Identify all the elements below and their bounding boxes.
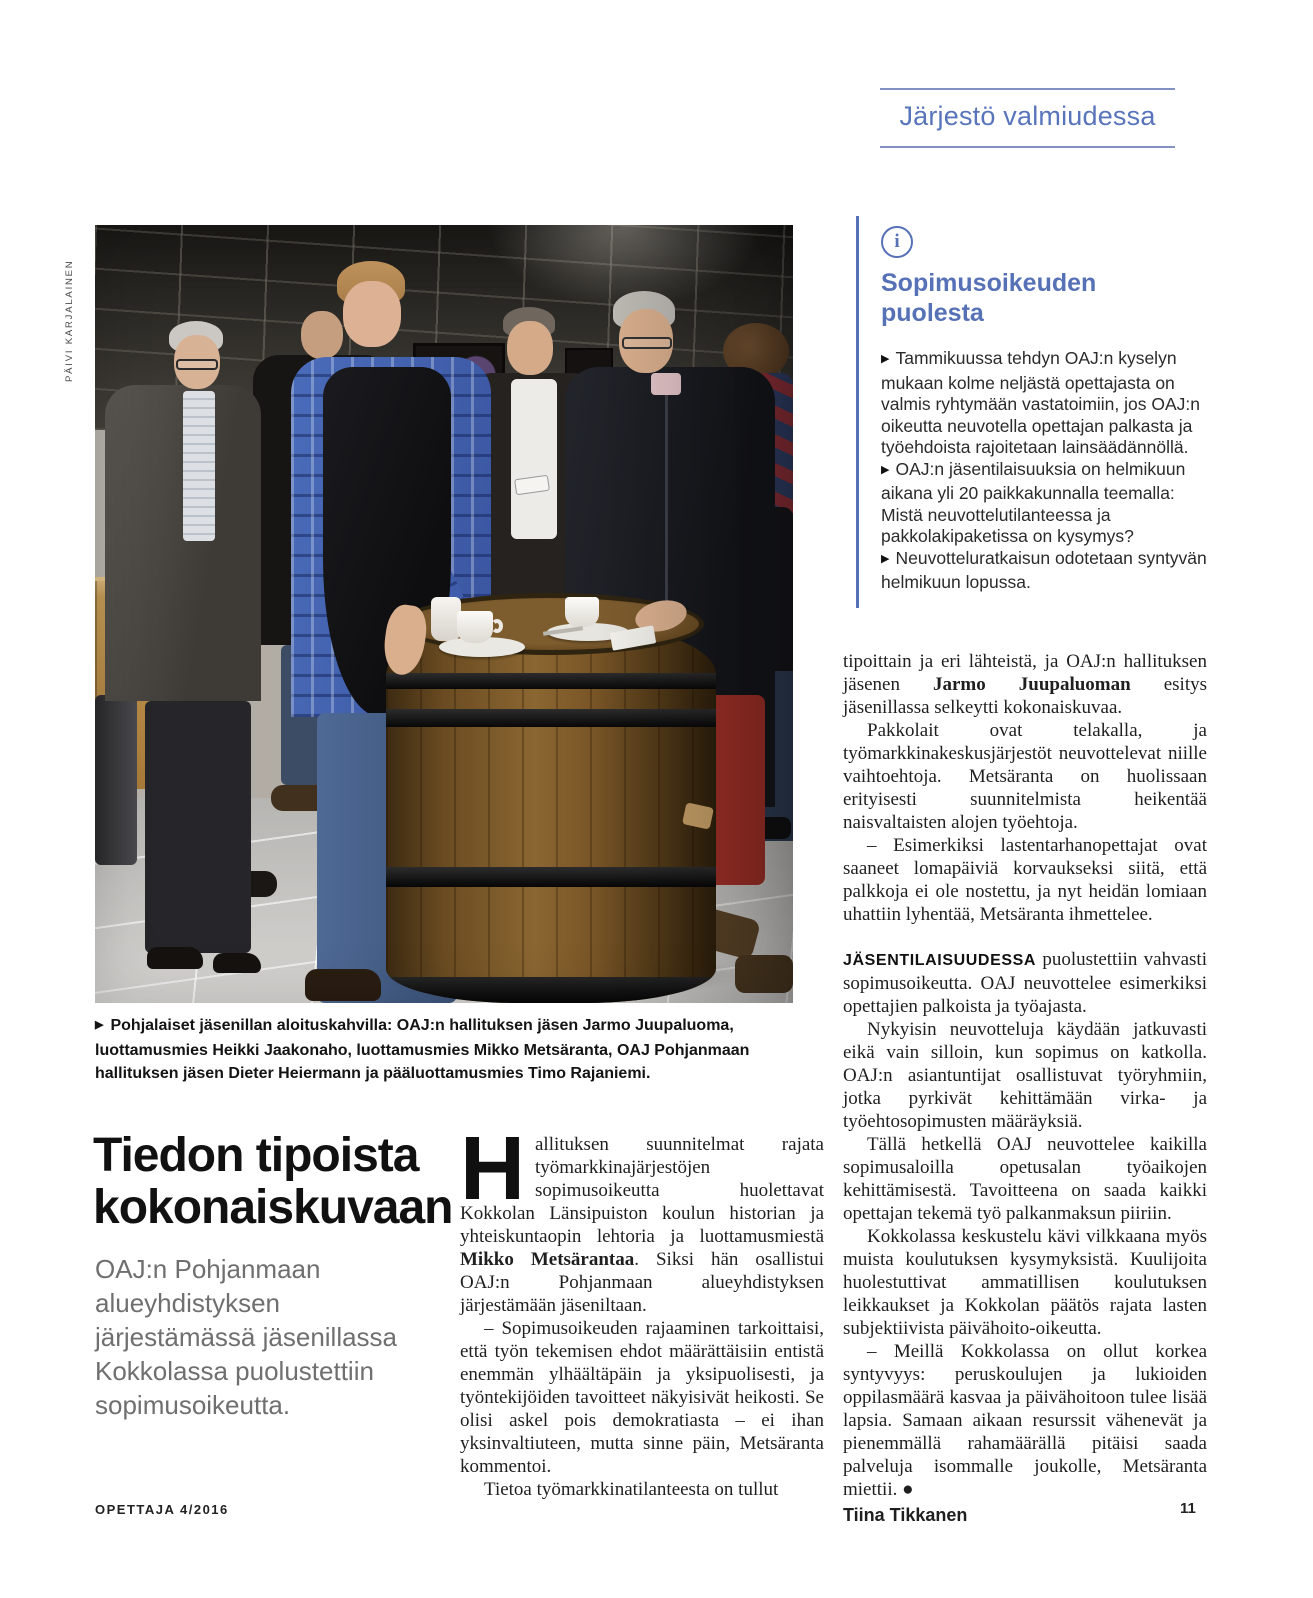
body-paragraph [843, 948, 1207, 1018]
article-title-line: kokonaiskuvaan [93, 1181, 453, 1234]
body-paragraph: Tällä hetkellä OAJ neuvottelee kaikilla sopimusaloilla opetusalan työaikojen kehittämisestä. Tavoitteena on saada kaikki opettajan tekemä työ palkanmaksun piiriin. [843, 1134, 1207, 1224]
info-box-title: Sopimusoikeuden puolesta [881, 269, 1097, 327]
person-glasses [622, 337, 672, 349]
bullet-triangle-icon: ▶ [95, 1019, 104, 1031]
body-paragraph [460, 1119, 824, 1317]
article-lead: OAJ:n Pohjanmaan alueyhdistyksen järjestämässä jäsenillassa Kokkolassa puolustettiin sopimusoikeutta. [95, 1254, 398, 1420]
coffee-barrel [386, 621, 716, 1003]
body-paragraph [843, 650, 1207, 719]
person-head [343, 281, 401, 347]
info-box-item [881, 548, 1208, 594]
body-paragraph: – Sopimusoikeuden rajaaminen tarkoittaisi, että työn tekemisen ehdot määrättäisiin entistä enemmän ylhäältäpäin ja yksipuolisesti, ja työntekijöiden tavoitteet näkyisivät heikosti. Se olisi askel pois demokratiasta – ei ihan yksinvaltiuteen, mutta sinne päin, Metsäranta kommentoi. [460, 1318, 824, 1477]
person-name-bold: Mikko Metsärantaa [460, 1249, 635, 1270]
person-shoe [147, 947, 203, 969]
bullet-triangle-icon: ▶ [881, 552, 890, 565]
barrel-hoop [386, 673, 716, 689]
person-shirt [511, 379, 557, 539]
section-kicker-label: Järjestö valmiudessa [899, 101, 1156, 131]
barrel-hoop [386, 977, 716, 1003]
section-kicker [880, 88, 1175, 148]
photo-caption [95, 1014, 797, 1085]
cup-handle [491, 619, 503, 633]
paragraph-text: allituksen suunnitelmat rajata työmarkkinajärjestöjen sopimusoikeutta huolettavat Kokkolan Länsipuiston koulun historian ja yhteiskuntaopin lehtoria ja luottamusmiestä [460, 1134, 824, 1247]
body-paragraph: Tietoa työmarkkinatilanteesta on tullut [484, 1479, 779, 1500]
info-box-item [881, 348, 1208, 459]
person-shoe [213, 953, 261, 973]
info-box-item-text: OAJ:n jäsentilaisuuksia on helmikuun aikana yli 20 paikkakunnalla teemalla: Mistä neuvottelutilanteessa ja pakkolakipaketissa on kysymys? [881, 458, 1186, 546]
paragraph-text: puolustettiin vahvasti sopimusoikeutta. OAJ neuvottelee esimerkiksi opettajien palkoista ja työajasta. [843, 949, 1207, 1017]
info-icon [881, 226, 913, 258]
magazine-issue-label: OPETTAJA 4/2016 [95, 1502, 229, 1517]
photo-credit: PÄIVI KARJALAINEN [64, 259, 75, 382]
body-paragraph: Kokkolassa keskustelu kävi vilkkaana myös muista koulutuksen kysymyksistä. Kuulijoita huolestuttivat ammatillisen koulutuksen leikkaukset ja Kokkolan päätös rajata lasten subjektiivista päivähoito-oikeutta. [843, 1226, 1207, 1339]
body-paragraph: – Esimerkiksi lastentarhanopettajat ovat saaneet lomapäiviä korvaukseksi siitä, että palkkoja ei ole nostettu, ja nyt heidän lomiaan uhattiin lyhentää, Metsäranta ihmettelee. [843, 835, 1207, 925]
person-name-bold: Jarmo Juupaluoman [932, 674, 1131, 695]
info-box-item [881, 459, 1208, 548]
body-paragraph: Pakkolait ovat telakalla, ja työmarkkinakeskusjärjestöt neuvottelevat niille vaihtoehtoja. Metsäranta on huolissaan erityisesti suunnitelmista heikentää naisvaltaisten alojen työehtoja. [843, 720, 1207, 833]
paragraph-text: . Siksi hän osallistui OAJ:n Pohjanmaan alueyhdistyksen järjestämään jäseniltaan. [460, 1249, 824, 1316]
person-glasses [176, 359, 218, 370]
article-title-line: Tiedon tipoista [93, 1129, 419, 1182]
person-head [301, 311, 343, 359]
body-paragraph: – Meillä Kokkolassa on ollut korkea syntyvyys: peruskoulujen ja lukioiden oppilasmäärä kasvaa ja päivähoitoon tulee lisää lapsia. Samaan aikaan resurssit vähenevät ja pienemmällä rahamäärällä pitäisi saada palveluja isommalle joukolle, Metsäranta miettii. ● [843, 1341, 1207, 1500]
person-shirt [183, 391, 215, 541]
page-number: 11 [1180, 1500, 1196, 1517]
person-collar [651, 373, 681, 395]
info-box-item-text: Neuvotteluratkaisun odotetaan syntyvän helmikuun lopussa. [881, 547, 1207, 592]
bullet-triangle-icon: ▶ [881, 463, 890, 476]
body-column-right [843, 650, 1207, 1527]
body-column-middle [460, 1119, 824, 1501]
person-head [507, 321, 553, 375]
info-box [856, 216, 1208, 608]
person-trousers [145, 701, 251, 953]
coffee-cup [565, 597, 599, 627]
coffee-cup [457, 611, 493, 643]
member-evening-photo [95, 225, 793, 1003]
paragraph-text: esitys jäsenillassa selkeytti kokonaiskuvaa. [843, 674, 1207, 718]
info-icon-glyph: i [894, 231, 900, 252]
info-box-item-text: Tammikuussa tehdyn OAJ:n kyselyn mukaan kolme neljästä opettajasta on valmis ryhtymään vastatoimiin, jos OAJ:n oikeutta neuvotella opettajan palkasta ja työehdoista rajoitetaan lainsäädännöllä. [881, 348, 1200, 457]
info-box-items [881, 348, 1208, 594]
jacket-zipper [665, 385, 668, 625]
coffee-machine [95, 695, 137, 865]
drop-cap: H [460, 1119, 523, 1219]
barrel-hoop [386, 867, 716, 887]
bullet-triangle-icon: ▶ [881, 353, 890, 365]
body-paragraph: Nykyisin neuvotteluja käydään jatkuvasti eikä vain silloin, kun sopimus on katkolla. OAJ:n asiantuntijat osallistuvat työryhmiin, jotka pyrkivät kehittämään virka- ja työehtosopimusten määräyksiä. [843, 1019, 1207, 1132]
barrel-bung [682, 802, 714, 829]
paragraph-text: tipoittain ja eri lähteistä, ja OAJ:n hallituksen jäsenen [843, 651, 1207, 695]
barrel-hoop [386, 709, 716, 727]
author-byline: Tiina Tikkanen [843, 1505, 968, 1525]
photo-caption-text: Pohjalaiset jäsenillan aloituskahvilla: OAJ:n hallituksen jäsen Jarmo Juupaluoma, luottamusmies Heikki Jaakonaho, luottamusmies Mikko Metsäranta, OAJ Pohjanmaan hallituksen jäsen Dieter Heiermann ja pääluottamusmies Timo Rajaniemi. [95, 1017, 750, 1082]
section-lead-caps: JÄSENTILAISUUDESSA [843, 952, 1037, 969]
article-title [93, 1130, 513, 1234]
